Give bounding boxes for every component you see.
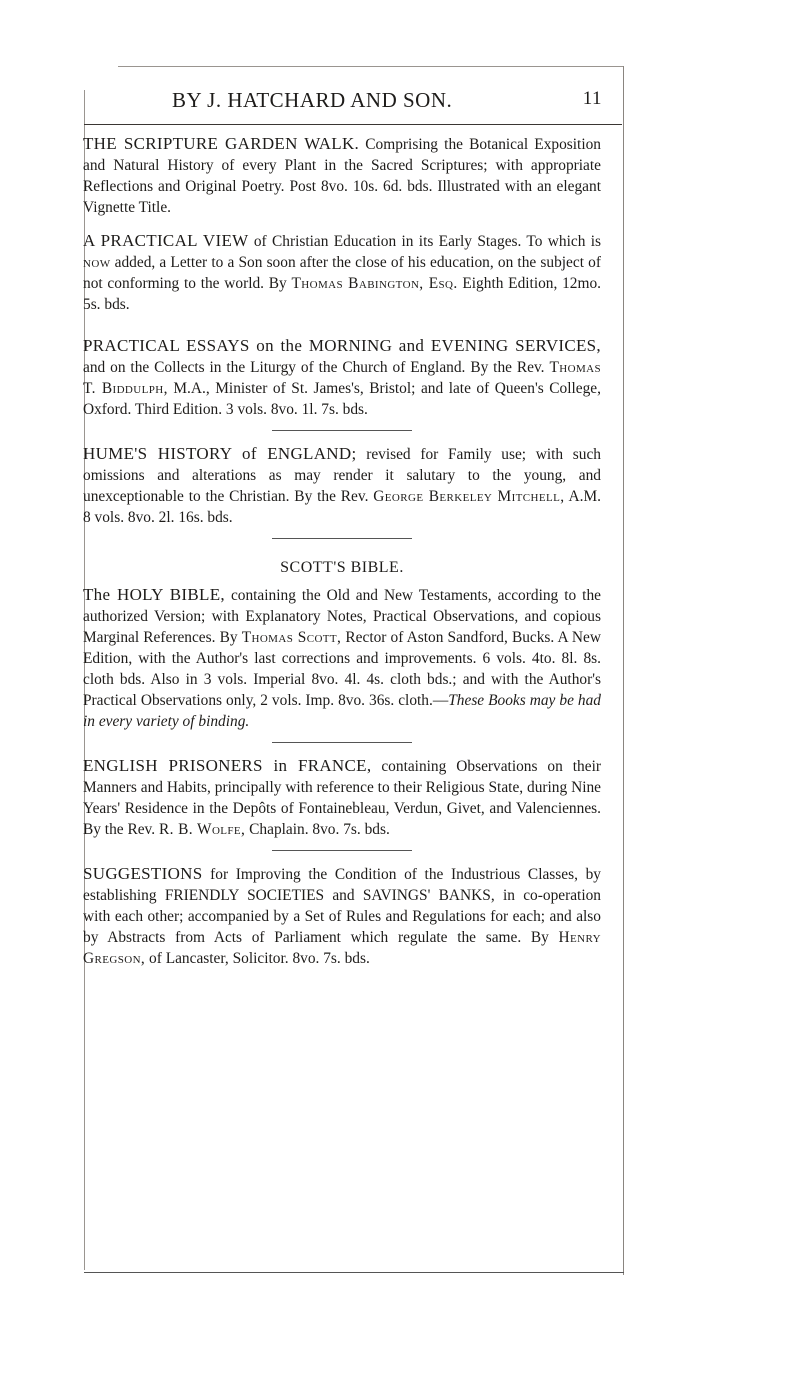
- entry-hume: [83, 443, 601, 528]
- entry-author: Thomas Babington, Esq.: [291, 275, 458, 292]
- entry-suggestions: [83, 863, 601, 969]
- entry-body: of Lancaster, Solicitor. 8vo. 7s. bds.: [149, 950, 370, 967]
- entry-garden-walk: [83, 133, 601, 218]
- entry-author: Henry Gregson,: [83, 929, 601, 967]
- running-title: BY J. HATCHARD AND SON.: [172, 88, 453, 112]
- entry-author: George Berkeley Mitchell,: [373, 488, 565, 505]
- entry-body: Eighth Edition, 12mo. 5s. bds.: [83, 275, 601, 313]
- separator-rule: [272, 850, 412, 851]
- entry-body: containing the Old and New Testaments, according to the authorized Version; with Explanatory Notes, Practical Observations, and copious Marginal References. By: [83, 587, 601, 646]
- separator-rule: [272, 742, 412, 743]
- page-number: 11: [582, 88, 602, 109]
- entry-scott-bible: [83, 584, 601, 732]
- catalogue-content: [83, 133, 601, 969]
- entry-body: Chaplain. 8vo. 7s. bds.: [249, 821, 390, 838]
- separator-rule: [272, 430, 412, 431]
- entry-prisoners: [83, 755, 601, 840]
- entry-body: and on the Collects in the Liturgy of the Church of England. By the Rev.: [83, 359, 545, 376]
- entry-title: HUME'S HISTORY of ENGLAND;: [83, 444, 357, 463]
- entry-title: A PRACTICAL VIEW: [83, 231, 249, 250]
- section-heading: SCOTT'S BIBLE.: [280, 559, 404, 576]
- entry-author: Thomas Scott,: [241, 629, 342, 646]
- entry-emphasis: now: [83, 254, 111, 271]
- entry-body: for Improving the Condition of the Industrious Classes, by establishing FRIENDLY SOCIETIES and SAVINGS' BANKS, in co-operation with each other; accompanied by a Set of Rules and Regulations for each; and also by Abstracts from Acts of Parliament which regulate the same. By: [83, 866, 601, 946]
- top-rule: [118, 66, 623, 67]
- entry-body: of Christian Education in its Early Stages. To which is: [253, 233, 601, 250]
- header-rule: [84, 124, 622, 125]
- entry-body: M.A., Minister of St. James's, Bristol; and late of Queen's College, Oxford. Third Edition. 3 vols. 8vo. 1l. 7s. bds.: [83, 380, 601, 418]
- entry-title: THE SCRIPTURE GARDEN WALK.: [83, 134, 360, 153]
- entry-body: revised for Family use; with such omissions and alterations as may render it salutary to the young, and unexceptionable to the Christian. By the Rev.: [83, 446, 601, 505]
- entry-author: Thomas T. Biddulph,: [83, 359, 601, 397]
- separator-rule: [272, 538, 412, 539]
- page-header: [172, 88, 602, 113]
- entry-title: SUGGESTIONS: [83, 864, 203, 883]
- entry-body: Rector of Aston Sandford, Bucks. A New Edition, with the Author's last corrections and improvements. 6 vols. 4to. 8l. 8s. cloth bds. Also in 3 vols. Imperial 8vo. 4l. 4s. cloth bds.; and with the Author's Practical Observations only, 2 vols. Imp. 8vo. 36s. cloth.—: [83, 629, 601, 709]
- entry-practical-essays: [83, 335, 601, 420]
- entry-note: These Books may be had in every variety of binding.: [83, 692, 601, 730]
- entry-title: PRACTICAL ESSAYS on the MORNING and EVENING SERVICES,: [83, 336, 601, 355]
- entry-body: Comprising the Botanical Exposition and Natural History of every Plant in the Sacred Scriptures; with appropriate Reflections and Original Poetry. Post 8vo. 10s. 6d. bds. Illustrated with an elegant Vignette Title.: [83, 136, 601, 216]
- entry-body: A.M. 8 vols. 8vo. 2l. 16s. bds.: [83, 488, 601, 526]
- entry-body: containing Observations on their Manners and Habits, principally with reference to their Religious State, during Nine Years' Residence in the Depôts of Fontainebleau, Verdun, Givet, and Valenciennes. By the Rev.: [83, 758, 601, 838]
- right-margin-line: [623, 66, 624, 1275]
- entry-author: R. B. Wolfe,: [158, 821, 246, 838]
- bottom-rule: [84, 1272, 624, 1273]
- entry-title: The HOLY BIBLE,: [83, 585, 225, 604]
- entry-title: ENGLISH PRISONERS in FRANCE,: [83, 756, 372, 775]
- entry-christian-education: [83, 230, 601, 315]
- entry-body: added, a Letter to a Son soon after the close of his education, on the subject of not conforming to the world. By: [83, 254, 601, 292]
